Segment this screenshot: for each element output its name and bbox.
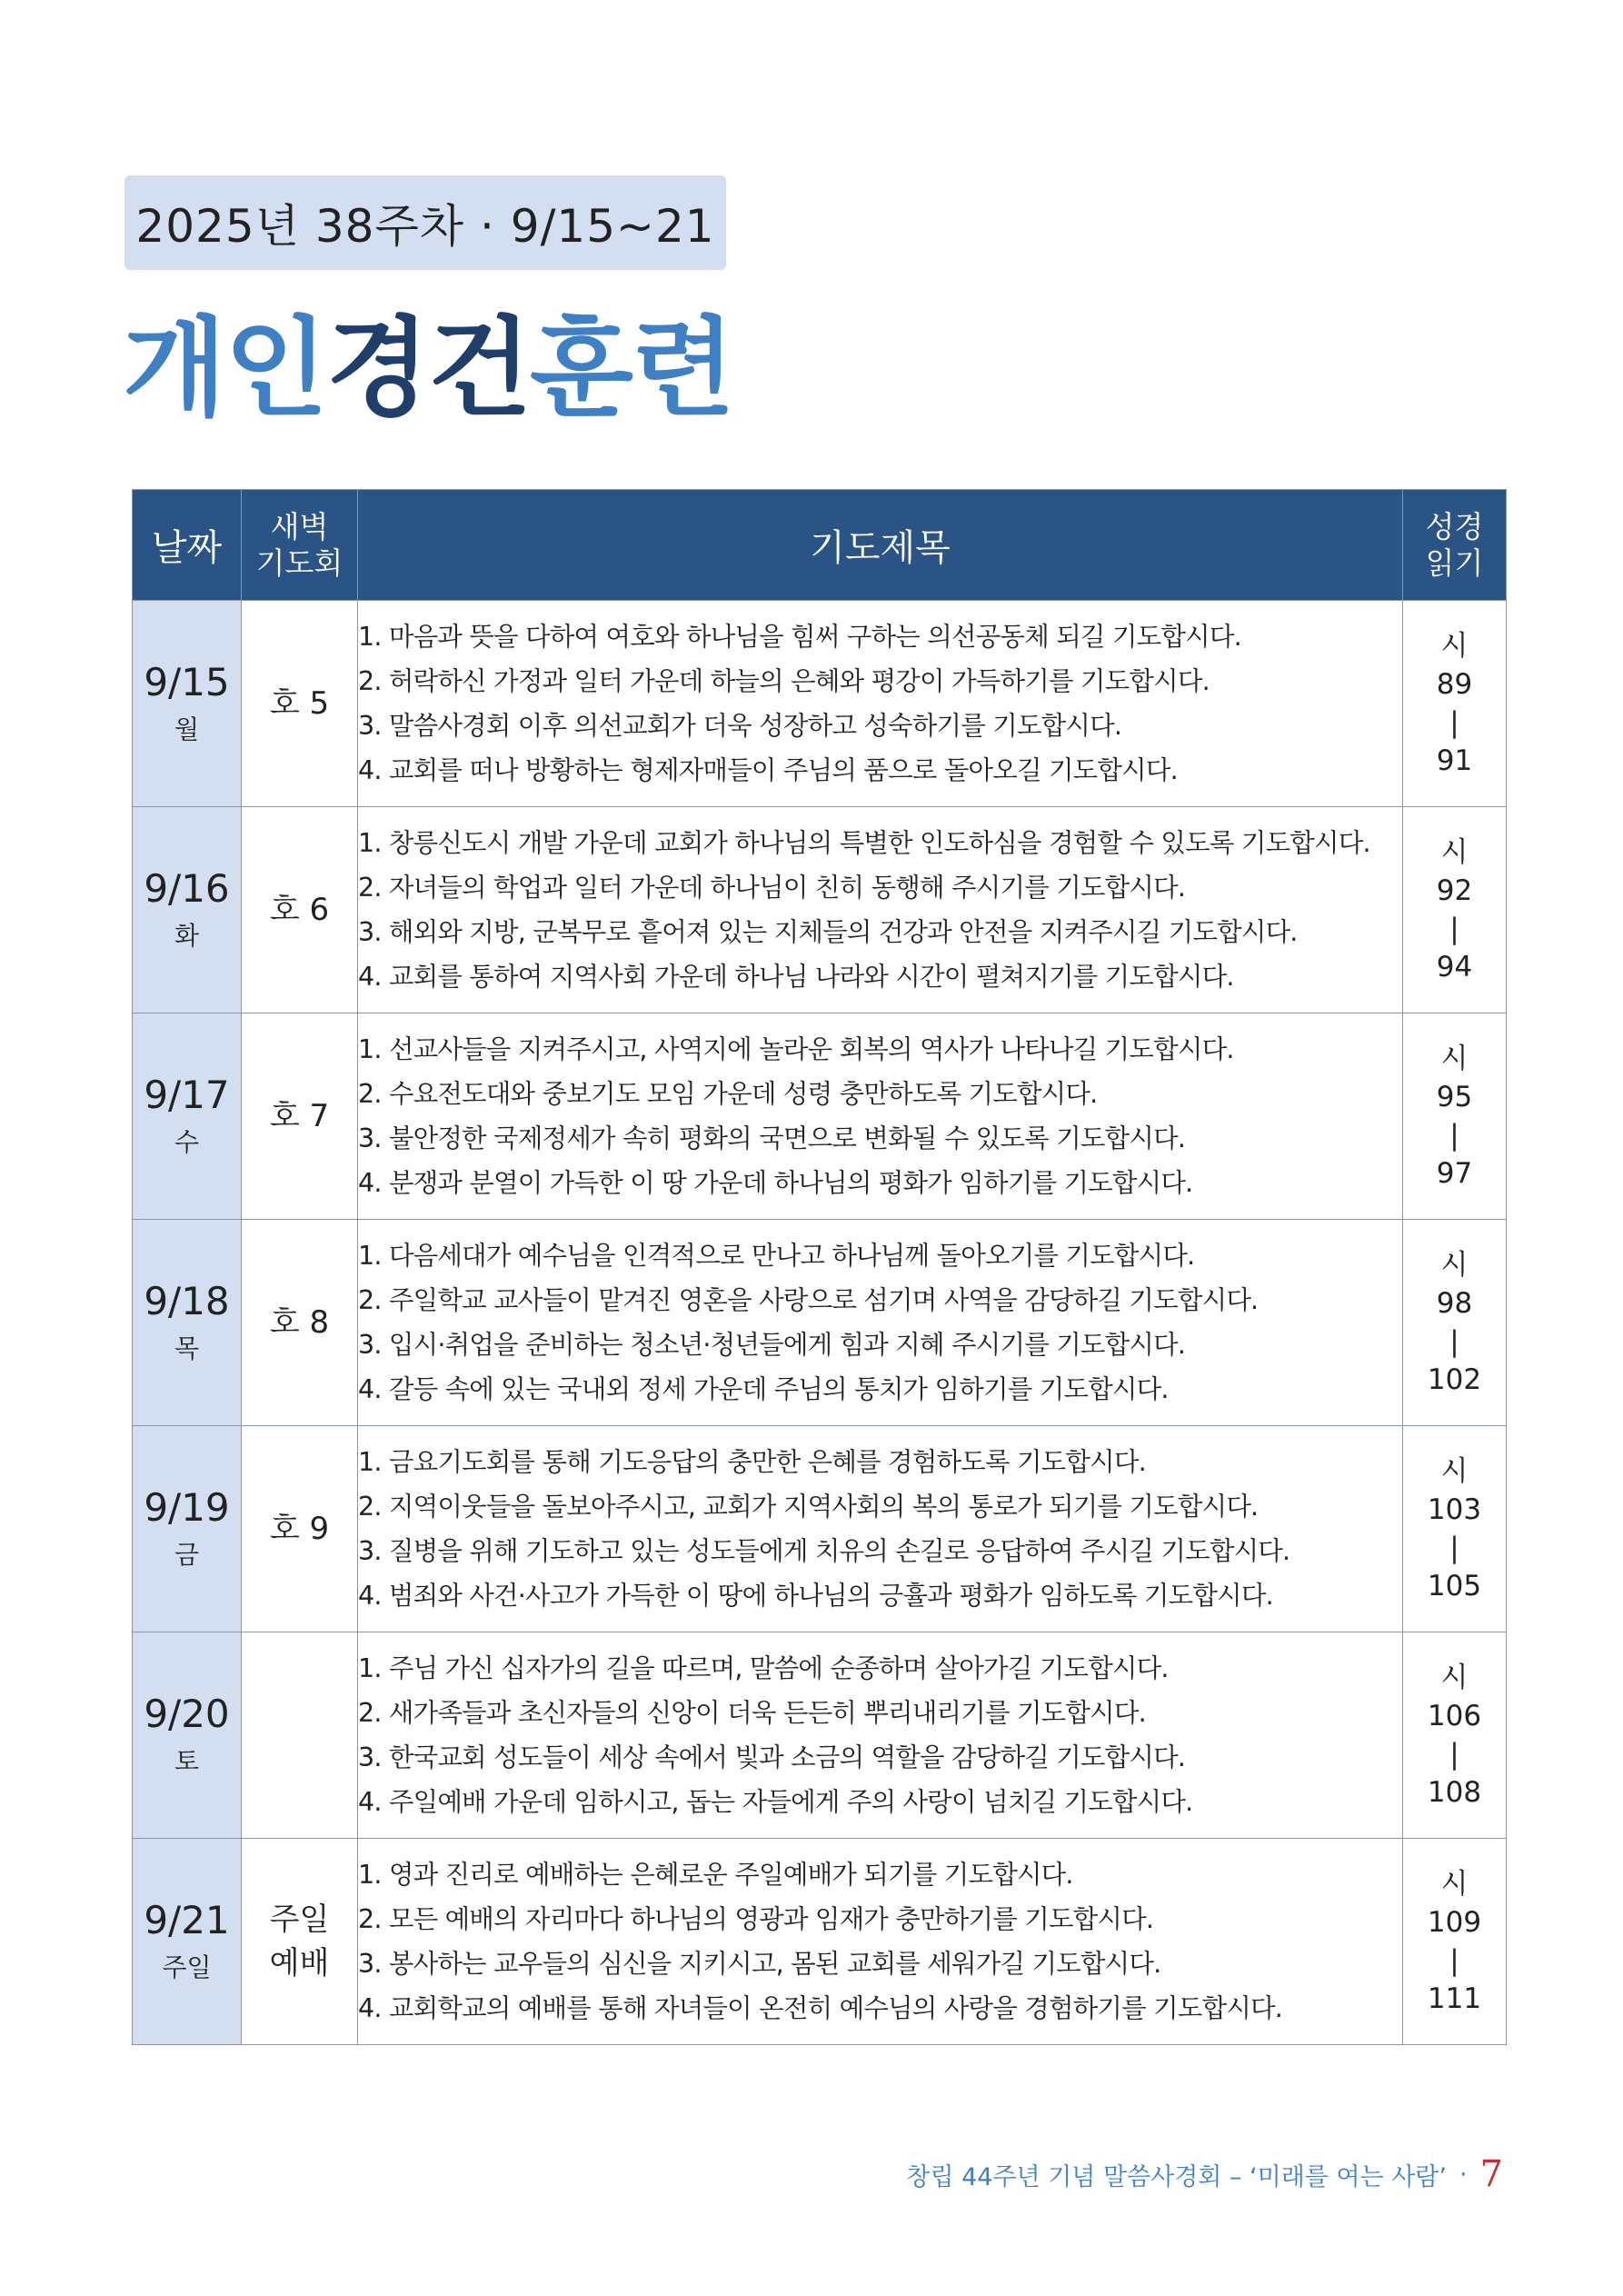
prayer-topic-4: 4. 주일예배 가운데 임하시고, 돕는 자들에게 주의 사랑이 넘치길 기도합시다. (358, 1787, 1193, 1817)
reading-book: 시 (1440, 1868, 1469, 1901)
header-dawn-prayer (242, 490, 358, 601)
day-of-week: 목 (174, 1333, 200, 1363)
bible-reading-cell (1403, 1013, 1507, 1220)
footer-separator: · (1459, 2160, 1468, 2189)
date-cell (133, 1013, 242, 1220)
footer (906, 2147, 1503, 2201)
reading-start: 98 (1436, 1287, 1473, 1320)
table-row (133, 1839, 1507, 2045)
header-prayer-topic: 기도제목 (358, 490, 1403, 601)
dawn-prayer-cell (242, 1632, 358, 1839)
prayer-topics-cell (358, 1632, 1403, 1839)
dawn-prayer-text: 주일 (269, 1902, 330, 1938)
day-of-week: 주일 (162, 1952, 212, 1982)
title-part-2: 경건 (325, 305, 530, 431)
bible-reading-cell (1403, 1220, 1507, 1426)
header-reading-line2: 읽기 (1425, 544, 1484, 581)
reading-book: 시 (1440, 1043, 1469, 1075)
prayer-topics-cell (358, 1013, 1403, 1220)
day-of-week: 토 (174, 1746, 200, 1776)
prayer-topic-4: 4. 교회학교의 예배를 통해 자녀들이 온전히 예수님의 사랑을 경험하기를 기도합시다. (358, 1993, 1283, 2023)
table-row (133, 601, 1507, 807)
page-number: 7 (1479, 2153, 1503, 2195)
reading-start: 106 (1427, 1700, 1482, 1732)
prayer-topics-cell (358, 1426, 1403, 1632)
table-header-row (133, 490, 1507, 601)
prayer-topic-1: 1. 창릉신도시 개발 가운데 교회가 하나님의 특별한 인도하심을 경험할 수 있도록 기도합시다. (358, 828, 1370, 858)
week-badge (124, 175, 726, 270)
date-cell (133, 807, 242, 1013)
reading-end: 102 (1427, 1363, 1482, 1396)
prayer-topic-3: 3. 불안정한 국제정세가 속히 평화의 국면으로 변화될 수 있도록 기도합시다. (358, 1123, 1186, 1153)
prayer-topic-2: 2. 지역이웃들을 돌보아주시고, 교회가 지역사회의 복의 통로가 되기를 기도합시다. (358, 1492, 1259, 1522)
date-cell (133, 1632, 242, 1839)
reading-end: 105 (1427, 1570, 1482, 1602)
bible-reading-cell (1403, 1632, 1507, 1839)
prayer-topic-4: 4. 범죄와 사건·사고가 가득한 이 땅에 하나님의 긍휼과 평화가 임하도록 기도합시다. (358, 1581, 1273, 1611)
reading-separator: | (1449, 1738, 1459, 1771)
reading-separator: | (1449, 913, 1459, 945)
prayer-topic-1: 1. 금요기도회를 통해 기도응답의 충만한 은혜를 경험하도록 기도합시다. (358, 1447, 1146, 1477)
dawn-prayer-text: 호 8 (269, 1304, 330, 1341)
reading-separator: | (1449, 1532, 1459, 1564)
day-of-week: 월 (174, 714, 200, 744)
prayer-topic-2: 2. 모든 예배의 자리마다 하나님의 영광과 임재가 충만하기를 기도합시다. (358, 1904, 1154, 1934)
reading-start: 89 (1436, 668, 1473, 701)
reading-start: 103 (1427, 1493, 1482, 1526)
prayer-topic-3: 3. 한국교회 성도들이 세상 속에서 빛과 소금의 역할을 감당하길 기도합시다. (358, 1742, 1186, 1772)
header-dawn-line1: 새벽 (270, 508, 329, 544)
table-row (133, 807, 1507, 1013)
dawn-prayer-cell (242, 1013, 358, 1220)
date-cell (133, 601, 242, 807)
prayer-topic-3: 3. 질병을 위해 기도하고 있는 성도들에게 치유의 손길로 응답하여 주시길 기도합시다. (358, 1536, 1290, 1566)
reading-book: 시 (1440, 1455, 1469, 1488)
footer-text: 창립 44주년 기념 말씀사경회 – ‘미래를 여는 사람’ (906, 2162, 1447, 2191)
dawn-prayer-cell (242, 601, 358, 807)
reading-separator: | (1449, 1944, 1459, 1977)
reading-book: 시 (1440, 1249, 1469, 1282)
header-dawn-line2: 기도회 (255, 544, 344, 581)
prayer-topic-2: 2. 새가족들과 초신자들의 신앙이 더욱 든든히 뿌리내리기를 기도합시다. (358, 1698, 1146, 1728)
prayer-topic-4: 4. 분쟁과 분열이 가득한 이 땅 가운데 하나님의 평화가 임하기를 기도합시다. (358, 1168, 1193, 1198)
date-number: 9/17 (144, 1073, 230, 1117)
prayer-topics-cell (358, 807, 1403, 1013)
table-row (133, 1220, 1507, 1426)
prayer-topic-3: 3. 해외와 지방, 군복무로 흩어져 있는 지체들의 건강과 안전을 지켜주시길 기도합시다. (358, 917, 1298, 947)
reading-separator: | (1449, 1325, 1459, 1358)
prayer-topics-cell (358, 601, 1403, 807)
date-number: 9/18 (144, 1279, 230, 1323)
date-number: 9/16 (144, 866, 230, 911)
dawn-prayer-text-line2: 예배 (269, 1945, 330, 1982)
prayer-topic-2: 2. 주일학교 교사들이 맡겨진 영혼을 사랑으로 섬기며 사역을 감당하길 기도합시다. (358, 1285, 1259, 1315)
week-label: 2025년 38주차 · 9/15~21 (135, 200, 715, 253)
prayer-topic-2: 2. 수요전도대와 중보기도 모임 가운데 성령 충만하도록 기도합시다. (358, 1079, 1098, 1109)
prayer-topics-cell (358, 1220, 1403, 1426)
prayer-topic-1: 1. 영과 진리로 예배하는 은혜로운 주일예배가 되기를 기도합시다. (358, 1860, 1073, 1890)
day-of-week: 화 (174, 921, 200, 951)
date-number: 9/21 (144, 1898, 230, 1942)
bible-reading-cell (1403, 1426, 1507, 1632)
prayer-topic-1: 1. 선교사들을 지켜주시고, 사역지에 놀라운 회복의 역사가 나타나길 기도합시다. (358, 1034, 1234, 1064)
prayer-topic-4: 4. 교회를 떠나 방황하는 형제자매들이 주님의 품으로 돌아오길 기도합시다. (358, 755, 1178, 785)
reading-start: 109 (1427, 1906, 1482, 1939)
prayer-topics-cell (358, 1839, 1403, 2045)
bible-reading-cell (1403, 1839, 1507, 2045)
reading-end: 111 (1427, 1982, 1482, 2015)
prayer-topic-3: 3. 봉사하는 교우들의 심신을 지키시고, 몸된 교회를 세워가길 기도합시다. (358, 1949, 1161, 1979)
prayer-topic-1: 1. 다음세대가 예수님을 인격적으로 만나고 하나님께 돌아오기를 기도합시다. (358, 1241, 1195, 1271)
prayer-topic-2: 2. 자녀들의 학업과 일터 가운데 하나님이 친히 동행해 주시기를 기도합시다. (358, 873, 1186, 903)
reading-start: 95 (1436, 1081, 1473, 1113)
reading-end: 94 (1436, 951, 1473, 983)
date-cell (133, 1220, 242, 1426)
page-title (123, 295, 733, 441)
table-row (133, 1426, 1507, 1632)
header-bible-reading (1403, 490, 1507, 601)
dawn-prayer-text: 호 5 (269, 685, 330, 722)
day-of-week: 수 (174, 1127, 200, 1157)
table-row (133, 1632, 1507, 1839)
table-row (133, 1013, 1507, 1220)
reading-book: 시 (1440, 1662, 1469, 1694)
prayer-topic-1: 1. 주님 가신 십자가의 길을 따르며, 말씀에 순종하며 살아가길 기도합시다. (358, 1653, 1169, 1683)
header-date: 날짜 (133, 490, 242, 601)
prayer-topic-3: 3. 입시·취업을 준비하는 청소년·청년들에게 힘과 지혜 주시기를 기도합시다. (358, 1330, 1186, 1360)
dawn-prayer-cell (242, 807, 358, 1013)
reading-separator: | (1449, 706, 1459, 739)
reading-end: 91 (1436, 744, 1473, 777)
title-part-3: 훈련 (529, 305, 733, 431)
date-number: 9/19 (144, 1485, 230, 1530)
prayer-topic-4: 4. 갈등 속에 있는 국내외 정세 가운데 주님의 통치가 임하기를 기도합시다. (358, 1374, 1169, 1404)
prayer-table (132, 489, 1507, 2045)
bible-reading-cell (1403, 807, 1507, 1013)
reading-book: 시 (1440, 836, 1469, 869)
prayer-topic-1: 1. 마음과 뜻을 다하여 여호와 하나님을 힘써 구하는 의선공동체 되길 기도합시다. (358, 622, 1241, 652)
prayer-topic-2: 2. 허락하신 가정과 일터 가운데 하늘의 은혜와 평강이 가득하기를 기도합시다. (358, 666, 1210, 696)
day-of-week: 금 (174, 1540, 200, 1570)
date-cell (133, 1426, 242, 1632)
reading-end: 97 (1436, 1157, 1473, 1190)
reading-separator: | (1449, 1119, 1459, 1152)
dawn-prayer-cell (242, 1839, 358, 2045)
prayer-topic-3: 3. 말씀사경회 이후 의선교회가 더욱 성장하고 성숙하기를 기도합시다. (358, 711, 1122, 741)
reading-book: 시 (1440, 630, 1469, 663)
date-number: 9/20 (144, 1692, 230, 1736)
dawn-prayer-text: 호 7 (269, 1098, 330, 1134)
prayer-topic-4: 4. 교회를 통하여 지역사회 가운데 하나님 나라와 시간이 펼쳐지기를 기도합시다. (358, 962, 1234, 992)
dawn-prayer-cell (242, 1220, 358, 1426)
dawn-prayer-cell (242, 1426, 358, 1632)
dawn-prayer-text: 호 9 (269, 1511, 330, 1547)
date-cell (133, 1839, 242, 2045)
header-reading-line1: 성경 (1425, 508, 1484, 544)
date-number: 9/15 (144, 660, 230, 704)
title-part-1: 개인 (123, 305, 326, 431)
dawn-prayer-text: 호 6 (269, 892, 330, 928)
reading-end: 108 (1427, 1776, 1482, 1809)
reading-start: 92 (1436, 874, 1473, 907)
bible-reading-cell (1403, 601, 1507, 807)
